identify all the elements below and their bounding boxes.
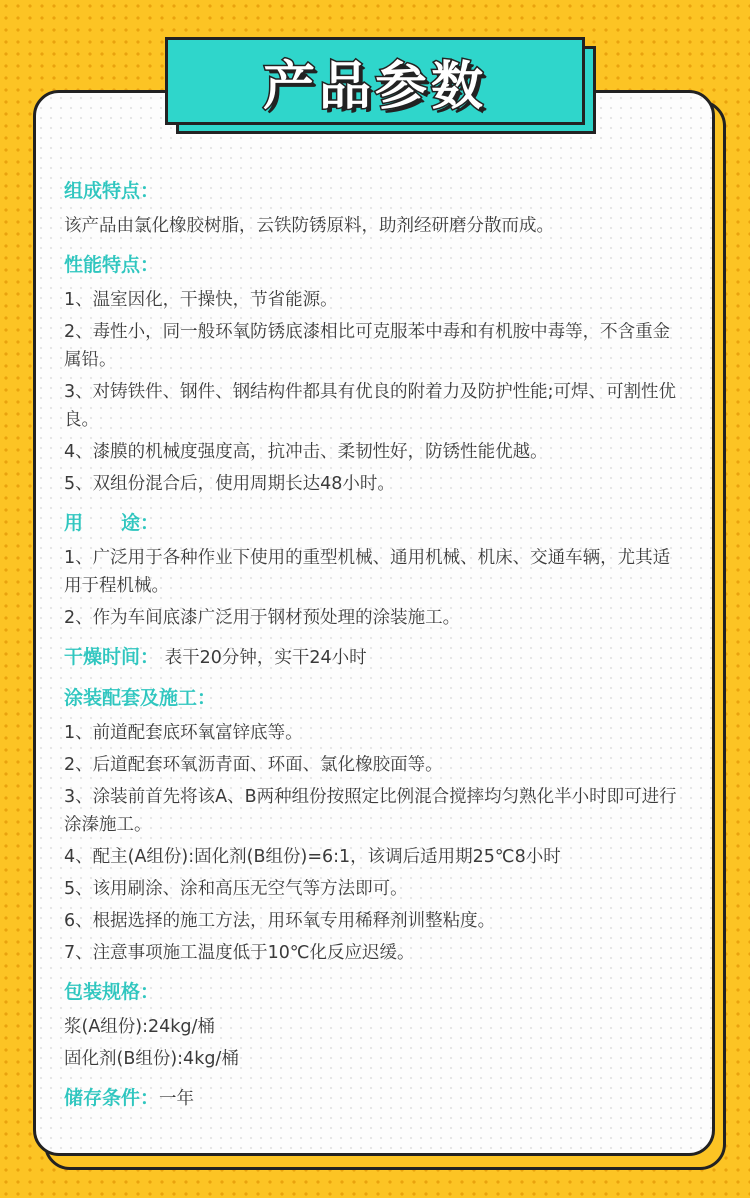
application-line: 5、该用刷涂、涂和高压无空气等方法即可。 bbox=[64, 879, 408, 899]
title-banner bbox=[165, 37, 585, 125]
section-title-composition: 组成特点： bbox=[64, 180, 160, 202]
application-line: 2、后道配套环氧沥青面、环面、氯化橡胶面等。 bbox=[64, 755, 443, 775]
performance-line: 1、温室因化，干操快，节省能源。 bbox=[64, 290, 338, 310]
application-line: 4、配主(A组份):固化剂(B组份)=6:1，该调后适用期25℃8小时 bbox=[64, 847, 561, 867]
storage-row bbox=[64, 1083, 684, 1114]
application-line: 3、涂装前首先将该A、B两种组份按照定比例混合搅摔均匀熟化半小时即可进行涂溱施工。 bbox=[64, 787, 677, 835]
application-line: 7、注意事项施工温度低于10℃化反应迟缓。 bbox=[64, 943, 415, 963]
storage-value: 一年 bbox=[159, 1089, 195, 1109]
drying-value: 表干20分钟，实干24小时 bbox=[159, 648, 367, 668]
content bbox=[64, 172, 684, 1120]
usage-line: 1、广泛用于各种作业下使用的重型机械、通用机械、机床、交通车辆，尤其适用于程机械。 bbox=[64, 548, 671, 596]
packaging-line: 浆(A组份):24kg/桶 bbox=[64, 1017, 215, 1037]
application-line: 6、根据选择的施工方法，用环氧专用稀释剂训整粘度。 bbox=[64, 911, 496, 931]
page-title: 产品参数 bbox=[262, 56, 487, 117]
usage-line: 2、作为车间底漆广泛用于钢材预处理的涂装施工。 bbox=[64, 608, 461, 628]
section-title-performance: 性能特点： bbox=[64, 254, 160, 276]
section-title-storage: 储存条件： bbox=[64, 1087, 160, 1109]
section-title-packaging: 包装规格： bbox=[64, 981, 160, 1003]
drying-row bbox=[64, 642, 684, 673]
section-title-application: 涂装配套及施工： bbox=[64, 687, 217, 709]
performance-line: 2、毒性小，同一般环氧防锈底漆相比可克服苯中毒和有机胺中毒等，不含重金属铅。 bbox=[64, 322, 671, 370]
section-title-usage: 用 途： bbox=[64, 512, 160, 534]
application-line: 1、前道配套底环氧富锌底等。 bbox=[64, 723, 303, 743]
composition-line: 该产品由氯化橡胶树脂，云铁防锈原料，助剂经研磨分散而成。 bbox=[64, 216, 554, 236]
performance-line: 4、漆膜的机械度强度高，抗冲击、柔韧性好，防锈性能优越。 bbox=[64, 442, 548, 462]
performance-line: 3、对铸铁件、钢件、钢结构件都具有优良的附着力及防护性能;可焊、可割性优良。 bbox=[64, 382, 677, 430]
section-title-drying: 干燥时间： bbox=[64, 646, 160, 668]
packaging-line: 固化剂(B组份):4kg/桶 bbox=[64, 1049, 239, 1069]
performance-line: 5、双组份混合后，使用周期长达48小时。 bbox=[64, 474, 395, 494]
